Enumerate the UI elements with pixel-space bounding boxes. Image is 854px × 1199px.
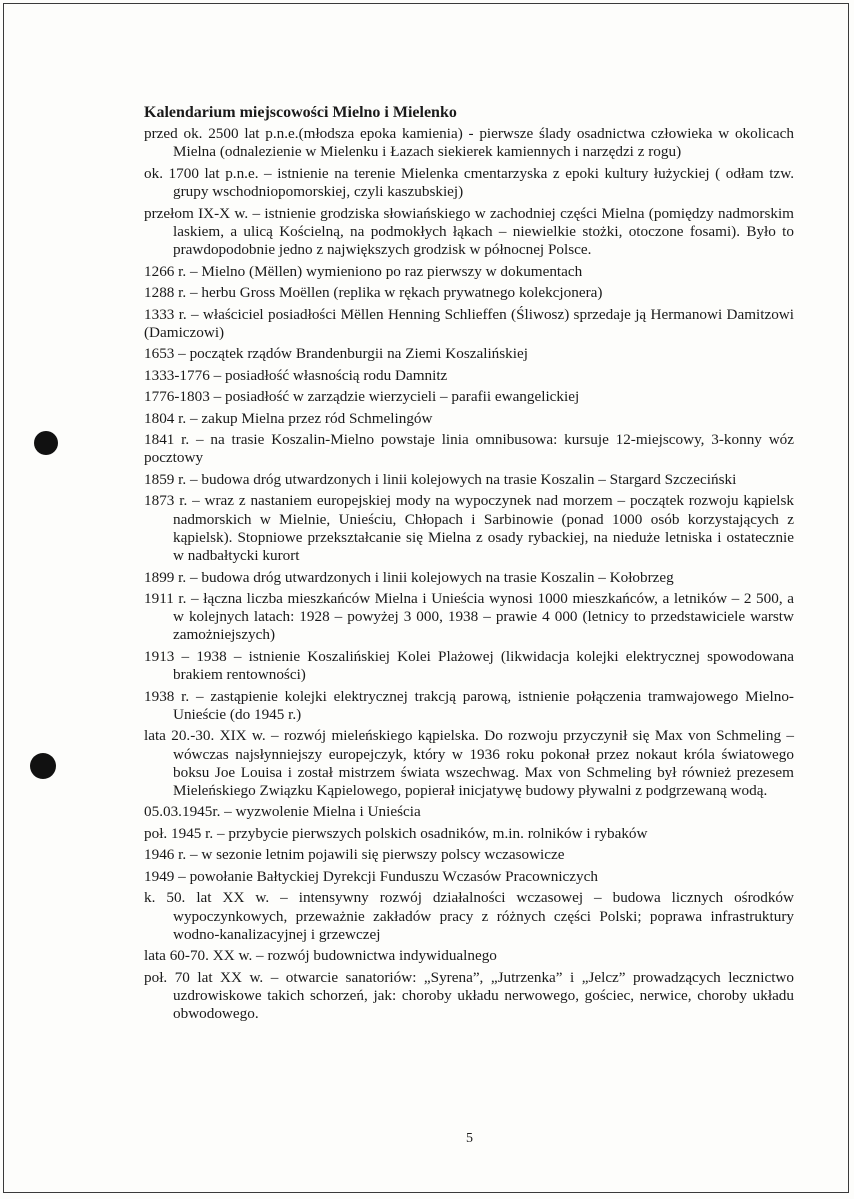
timeline-entry: poł. 1945 r. – przybycie pierwszych polskich osadników, m.in. rolników i rybaków: [144, 824, 648, 842]
timeline-entry: 1859 r. – budowa dróg utwardzonych i linii kolejowych na trasie Koszalin – Stargard Szczeciński: [144, 470, 737, 488]
timeline-entry: ok. 1700 lat p.n.e. – istnienie na terenie Mielenka cmentarzyska z epoki kultury łużyckiej ( odłam tzw. grupy wschodniopomorskiej, czyli kaszubskiej): [144, 164, 794, 201]
timeline-entry: 1804 r. – zakup Mielna przez ród Schmelingów: [144, 409, 433, 427]
timeline-entry: 1288 r. – herbu Gross Moëllen (replika w rękach prywatnego kolekcjonera): [144, 284, 603, 302]
timeline-entry: przed ok. 2500 lat p.n.e.(młodsza epoka kamienia) - pierwsze ślady osadnictwa człowieka w okolicach Mielna (odnalezienie w Mielenku i Łazach siekierek kamiennych i narzędzi z rogu): [144, 125, 794, 161]
timeline-entry: 1873 r. – wraz z nastaniem europejskiej mody na wypoczynek nad morzem – początek rozwoju kąpielsk nadmorskich w Mielnie, Unieściu, Chłopach i Sarbinowie (ponad 1000 osób korzystających z kąpielsk). Stopniowe przekształcanie się Mielna z osady rybackiej, na nieduże letniska i ostatecznie w nadbałtycki kurort: [144, 492, 794, 565]
punch-hole-lower: [30, 753, 56, 779]
timeline-entry: k. 50. lat XX w. – intensywny rozwój działalności wczasowej – budowa licznych ośrodków wypoczynkowych, przeważnie zakładów pracy z różnych części Polski; poprawa infrastruktury wodno-kanalizacyjnej i grzewczej: [144, 889, 794, 943]
timeline-entry: lata 60-70. XX w. – rozwój budownictwa indywidualnego: [144, 947, 497, 965]
timeline-entry: lata 20.-30. XIX w. – rozwój mieleńskiego kąpielska. Do rozwoju przyczynił się Max von Schmeling – wówczas najsłynniejszy europejczyk, który w 1936 roku pokonał przez nokaut króla światowego boksu Joe Louisa i został mistrzem świata wszechwag. Max von Schmeling był również prezesem Mieleńskiego Związku Kąpielowego, popierał inicjatywę budowy pływalni z podgrzewaną wodą.: [144, 727, 794, 799]
timeline-entry: 1841 r. – na trasie Koszalin-Mielno powstaje linia omnibusowa: kursuje 12-miejscowy, 3-konny wóz pocztowy: [144, 431, 794, 467]
timeline-entry: 05.03.1945r. – wyzwolenie Mielna i Unieścia: [144, 803, 421, 821]
timeline-entry: 1266 r. – Mielno (Mëllen) wymieniono po raz pierwszy w dokumentach: [144, 262, 583, 280]
timeline-entry: 1949 – powołanie Bałtyckiej Dyrekcji Funduszu Wczasów Pracowniczych: [144, 867, 598, 885]
timeline-entry: 1333-1776 – posiadłość własnością rodu Damnitz: [144, 366, 448, 384]
timeline-entry: 1333 r. – właściciel posiadłości Mëllen Henning Schlieffen (Śliwosz) sprzedaje ją Hermanowi Damitzowi (Damiczowi): [144, 305, 794, 341]
document-title: Kalendarium miejscowości Mielno i Mielenko: [144, 104, 457, 121]
timeline-entry: 1653 – początek rządów Brandenburgii na Ziemi Koszalińskiej: [144, 345, 528, 363]
timeline-entry: 1938 r. – zastąpienie kolejki elektrycznej trakcją parową, istnienie połączenia tramwajowego Mielno-Unieście (do 1945 r.): [144, 687, 794, 723]
timeline-entry: 1899 r. – budowa dróg utwardzonych i linii kolejowych na trasie Koszalin – Kołobrzeg: [144, 568, 674, 586]
timeline-entry: 1946 r. – w sezonie letnim pojawili się pierwszy polscy wczasowicze: [144, 846, 565, 864]
timeline-entry: poł. 70 lat XX w. – otwarcie sanatoriów: „Syrena”, „Jutrzenka” i „Jelcz” prowadzących lecznictwo uzdrowiskowe takich schorzeń, jak: choroby układu nerwowego, gościec, nerwice, choroby układu obwodowego.: [144, 968, 794, 1023]
timeline-entry: 1776-1803 – posiadłość w zarządzie wierzycieli – parafii ewangelickiej: [144, 388, 580, 406]
punch-hole-upper: [34, 431, 58, 455]
timeline-entry: 1911 r. – łączna liczba mieszkańców Mielna i Unieścia wynosi 1000 mieszkańców, a letników – 2 500, a w kolejnych latach: 1928 – powyżej 3 000, 1938 – prawie 4 000 (letnicy to przedstawiciele warstw zamożniejszych): [144, 590, 794, 644]
timeline-entry: przełom IX-X w. – istnienie grodziska słowiańskiego w zachodniej części Mielna (pomiędzy nadmorskim laskiem, a ulicą Kościelną, na podmokłych łąkach – niewielkie stożki, otoczone fosami). Było to prawdopodobnie jedno z największych grodzisk w północnej Polsce.: [144, 204, 794, 259]
timeline-entry: 1913 – 1938 – istnienie Koszalińskiej Kolei Plażowej (likwidacja kolejki elektrycznej spowodowana brakiem rentowności): [144, 647, 794, 684]
page-number: 5: [466, 1131, 473, 1146]
document-body: [144, 104, 794, 1027]
